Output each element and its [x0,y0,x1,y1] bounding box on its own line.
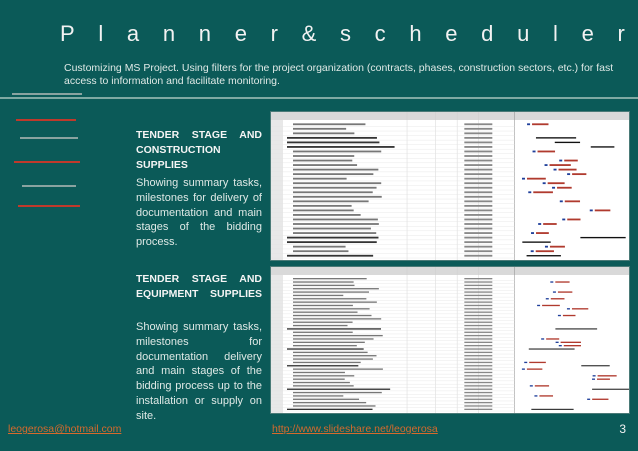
gantt-bar-label [572,173,586,175]
title-letter: e [581,21,594,46]
gantt-milestone [545,246,548,248]
gantt-date-cell [464,365,492,366]
gantt-milestone [524,362,527,363]
gantt-task-name [287,365,358,366]
gantt-date-cell [464,402,492,403]
gantt-task-name [293,178,347,180]
gantt-bar-label [532,123,548,125]
gantt-summary-bar [522,241,550,242]
title-letter: h [409,21,422,46]
gantt-task-name [287,389,390,390]
gantt-task-name [293,372,345,373]
gantt-date-cell [464,305,492,306]
gantt-milestone [592,379,595,380]
title-letter: P [60,21,75,46]
gantt-date-cell [464,205,492,207]
gantt-task-name [293,209,354,211]
gantt-date-cell [464,342,492,343]
gantt-summary-bar [527,255,561,256]
title-letter: u [517,21,530,46]
gantt-task-name [293,228,371,230]
gantt-bar-label [572,308,588,309]
gantt-summary-bar [536,137,576,138]
gantt-date-cell [464,379,492,380]
gantt-task-name [287,409,373,410]
gantt-milestone [530,385,533,386]
gantt-date-cell [464,288,492,289]
gantt-date-cell [464,200,492,202]
gantt-task-name [293,375,354,376]
gantt-task-name [293,291,369,292]
gantt-task-name [293,160,352,162]
gantt-date-cell [464,178,492,180]
gantt-milestone [531,232,534,234]
gantt-header [271,112,629,120]
title-letter: e [234,21,247,46]
gantt-bar-label [542,305,560,306]
gantt-bar-label [555,281,569,282]
gantt-milestone [545,164,548,166]
gantt-task-name [293,392,382,393]
gantt-date-cell [464,301,492,302]
gantt-date-cell [464,315,492,316]
gantt-milestone [567,308,570,309]
gantt-milestone [554,169,557,171]
gantt-bar-label [595,209,611,211]
gantt-date-cell [464,196,492,198]
gantt-task-name [293,332,353,333]
section-body-equipment: Showing summary tasks, milestones for documentation delivery and main stages of the bidding process up to the installation or supply on site. [136,321,262,422]
gantt-bar-label [551,298,565,299]
gantt-date-cell [464,209,492,211]
slideshare-link[interactable]: http://www.slideshare.net/leogerosa [272,423,438,435]
gantt-task-name [293,318,381,319]
gantt-task-name [293,281,354,282]
footer-email[interactable] [8,423,121,435]
gantt-bar-label [561,342,581,343]
gantt-date-cell [464,295,492,296]
gantt-task-name [293,288,379,289]
gantt-milestone [528,191,531,193]
gantt-bar-label [527,368,542,369]
gantt-date-cell [464,372,492,373]
gantt-milestone [546,298,549,299]
gantt-bar-label [565,200,580,202]
gantt-date-cell [464,214,492,216]
gantt-date-cell [464,335,492,336]
gantt-task-name [293,182,381,184]
gantt-date-cell [464,237,492,239]
gantt-date-cell [464,164,492,166]
gantt-date-cell [464,362,492,363]
gantt-summary-bar [591,146,615,147]
gantt-task-name [293,385,354,386]
gantt-header [271,267,629,275]
gantt-milestone [562,219,565,221]
gantt-bar-label [559,169,577,171]
gantt-date-cell [464,250,492,252]
slide-subtitle: Customizing MS Project. Using filters for the project organization (contracts, phases, construction sectors, etc.) for fast access to information and facilitate monitoring. [64,62,614,87]
gantt-date-cell [464,187,492,189]
gantt-date-cell [464,141,492,143]
gantt-date-cell [464,255,492,257]
gantt-date-cell [464,345,492,346]
gantt-task-name [293,325,348,326]
gantt-date-cell [464,228,492,230]
gantt-bar-label [557,187,572,189]
gantt-date-cell [464,382,492,383]
gantt-bar-label [527,178,546,180]
gantt-task-name [293,123,365,125]
gantt-milestone [534,395,537,396]
gantt-task-name [293,200,369,202]
gantt-milestone [553,291,556,292]
gantt-task-name [293,335,383,336]
deco-line [16,119,76,121]
gantt-bar-label [535,385,549,386]
title-letter: s [339,21,351,46]
gantt-date-cell [464,348,492,349]
gantt-milestone [593,375,596,376]
gantt-date-cell [464,328,492,329]
gantt-task-name [293,295,343,296]
gantt-task-name [293,338,374,339]
gantt-task-name [293,191,373,193]
gantt-bar-label [598,375,617,376]
gantt-task-name [293,382,350,383]
gantt-task-name [287,146,395,148]
gantt-date-cell [464,241,492,243]
gantt-milestone [558,315,561,316]
gantt-date-cell [464,123,492,125]
gantt-task-name [287,328,381,329]
deco-line [12,93,82,95]
title-letter: & [301,21,317,46]
gantt-bar-label [597,379,610,380]
gantt-task-name [293,322,353,323]
gantt-task-name [293,379,345,380]
gantt-date-cell [464,399,492,400]
gantt-task-name [293,219,378,221]
gantt-date-cell [464,285,492,286]
gantt-date-cell [464,395,492,396]
gantt-task-name [293,246,346,248]
gantt-date-cell [464,389,492,390]
gantt-task-name [293,362,361,363]
gantt-task-name [293,214,361,216]
gantt-date-cell [464,352,492,353]
gantt-milestone [543,182,546,184]
gantt-bar-label [558,291,572,292]
section-heading-equipment: TENDER STAGE AND EQUIPMENT SUPPLIES [136,273,262,300]
gantt-task-name [293,399,359,400]
gantt-date-cell [464,312,492,313]
gantt-task-name [293,368,383,369]
gantt-task-name [293,232,376,234]
gantt-task-name [293,173,373,175]
gantt-milestone [556,342,559,343]
decorative-lines [12,93,92,213]
gantt-milestone [522,368,525,369]
gantt-task-name [293,345,357,346]
gantt-summary-bar [555,328,597,329]
gantt-bar-label [536,250,554,252]
gantt-task-name [293,358,373,359]
gantt-task-name [287,241,377,243]
gantt-task-name [287,137,377,139]
gantt-date-cell [464,132,492,134]
gantt-chart-image [271,112,629,260]
gantt-bar-label [533,191,553,193]
gantt-task-name [293,169,378,171]
gantt-milestone [567,173,570,175]
gantt-task-name [293,342,365,343]
gantt-date-cell [464,232,492,234]
gantt-bar-label [550,164,571,166]
gantt-milestone [538,223,541,225]
gantt-date-cell [464,151,492,153]
gantt-bar-label [550,246,565,248]
gantt-bar-label [529,362,546,363]
gantt-date-cell [464,355,492,356]
gantt-milestone [559,160,562,162]
gantt-bar-label [538,151,556,153]
gantt-task-name [287,348,364,349]
gantt-date-cell [464,223,492,225]
gantt-task-name [293,223,379,225]
gantt-date-cell [464,322,492,323]
gantt-date-cell [464,137,492,139]
gantt-task-name [293,132,354,134]
gantt-task-name [287,141,379,143]
title-letter: d [481,21,494,46]
gantt-milestone [537,305,540,306]
deco-line [18,205,80,207]
gantt-summary-bar [555,142,580,143]
gantt-bar-label [564,160,578,162]
deco-line [22,185,76,187]
gantt-task-name [293,151,381,153]
gantt-task-name [293,301,377,302]
gantt-task-name [293,395,343,396]
gantt-milestone [550,281,553,282]
gantt-milestone [527,123,530,125]
gantt-bar-label [539,395,553,396]
gantt-date-cell [464,278,492,279]
gantt-date-cell [464,332,492,333]
gantt-task-name [293,128,346,130]
gantt-task-name [293,278,367,279]
section-heading-construction: TENDER STAGE AND CONSTRUCTION SUPPLIES [136,129,262,171]
gantt-milestone [522,178,525,180]
deco-line [14,161,80,163]
gantt-summary-bar [529,349,575,350]
deco-line [20,137,78,139]
gantt-task-name [293,164,357,166]
gantt-summary-bar [580,237,625,238]
gantt-task-name [293,305,353,306]
gantt-date-cell [464,392,492,393]
gantt-screenshot-equipment [270,266,630,414]
gantt-screenshot-construction [270,111,630,261]
gantt-task-name [287,237,378,239]
gantt-date-cell [464,128,492,130]
gantt-task-name [293,298,366,299]
divider-line [0,97,638,99]
gantt-task-name [293,355,377,356]
gantt-date-cell [464,358,492,359]
gantt-date-cell [464,146,492,148]
gantt-milestone [533,151,536,153]
gantt-milestone [552,187,555,189]
title-letter: r [617,21,625,46]
slide-title [60,20,625,48]
gantt-task-name [293,308,370,309]
gantt-milestone [531,250,534,252]
section-body-construction: Showing summary tasks, milestones for delivery of documentation and main stages of the bidding process. [136,177,262,249]
title-letter: l [98,21,104,46]
gantt-bar-label [592,399,608,400]
gantt-bar-label [563,315,576,316]
gantt-task-name [293,285,355,286]
gantt-task-name [293,405,376,406]
gantt-date-cell [464,298,492,299]
gantt-date-cell [464,375,492,376]
gantt-task-name [293,155,354,157]
gantt-bar-label [543,223,557,225]
gantt-task-name [287,255,373,257]
gantt-date-cell [464,338,492,339]
gantt-bar-label [536,232,549,234]
gantt-bar-label [548,182,565,184]
title-letter: e [445,21,458,46]
gantt-date-cell [464,182,492,184]
gantt-task-name [293,352,368,353]
email-link[interactable]: leogerosa@hotmail.com [8,423,122,435]
gantt-milestone [560,200,563,202]
gantt-milestone [587,399,590,400]
gantt-date-cell [464,281,492,282]
gantt-summary-bar [531,409,573,410]
gantt-chart-image [271,267,629,413]
gantt-date-cell [464,325,492,326]
gantt-date-cell [464,173,492,175]
gantt-task-name [293,196,382,198]
gantt-date-cell [464,368,492,369]
gantt-date-cell [464,405,492,406]
gantt-task-name [293,187,377,189]
gantt-task-name [293,205,352,207]
title-letter: l [553,21,558,46]
gantt-bar-label [564,345,581,346]
gantt-date-cell [464,219,492,221]
gantt-summary-bar [581,365,609,366]
gantt-date-cell [464,318,492,319]
gantt-date-cell [464,409,492,410]
gantt-task-name [293,402,366,403]
gantt-milestone [590,209,593,211]
gantt-bar-label [567,219,580,221]
gantt-date-cell [464,246,492,248]
gantt-milestone [541,338,544,339]
gantt-task-name [293,315,372,316]
gantt-date-cell [464,169,492,171]
gantt-date-cell [464,291,492,292]
gantt-date-cell [464,385,492,386]
gantt-bar-label [546,338,559,339]
title-letter: n [162,21,176,46]
gantt-date-cell [464,191,492,193]
title-letter: c [374,21,386,46]
gantt-task-name [293,312,358,313]
gantt-milestone [559,345,562,346]
gantt-date-cell [464,160,492,162]
gantt-task-name [293,250,348,252]
gantt-date-cell [464,155,492,157]
gantt-summary-bar [592,389,629,390]
page-number: 3 [619,422,626,436]
title-letter: r [270,21,278,46]
title-letter: a [126,21,140,46]
gantt-date-cell [464,308,492,309]
footer-url[interactable] [272,423,438,435]
title-letter: n [198,21,212,46]
